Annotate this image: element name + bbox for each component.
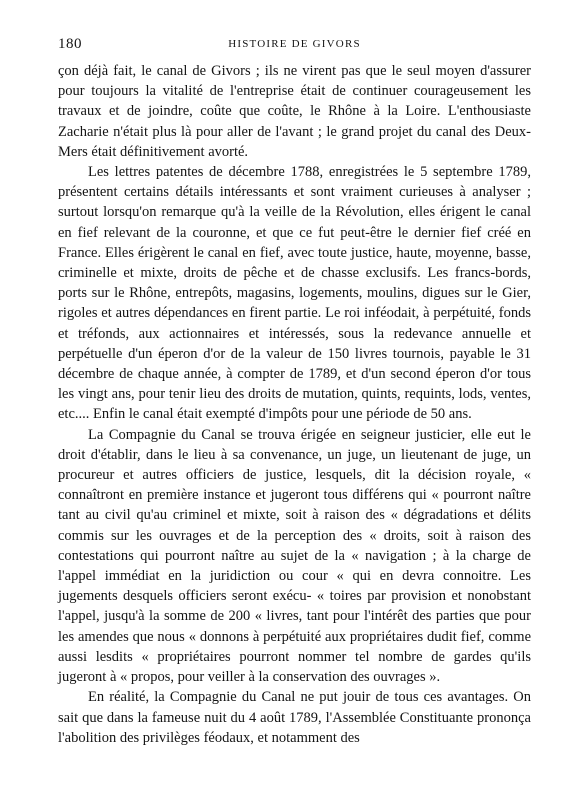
paragraph: En réalité, la Compagnie du Canal ne put jouir de tous ces avantages. On sait que dans la fameuse nuit du 4 août 1789, l'Assemblée Constituante prononça l'abolition des privilèges féodaux, et notamment des (58, 689, 531, 746)
page-number: 180 (58, 36, 82, 52)
paragraph: çon déjà fait, le canal de Givors ; ils ne virent pas que le seul moyen d'assurer pour toujours la vitalité de l'entreprise était de continuer courageusement les travaux et de joindre, coûte que coûte, le Rhône à la Loire. L'enthousiaste Zacharie n'était plus là pour aller de l'avant ; le grand projet du canal des Deux-Mers était définitivement avorté. (58, 63, 531, 160)
body-text (58, 61, 531, 748)
running-title: HISTOIRE DE GIVORS (228, 38, 361, 50)
paragraph: La Compagnie du Canal se trouva érigée en seigneur justicier, elle eut le droit d'établir, dans le lieu à sa convenance, un juge, un lieutenant de juge, un procureur et autres officiers de justice, lesquels, dit la décision royale, « connaîtront en première instance et jugeront tous différens qui « pourront naître tant au civil qu'au criminel et mixte, soit à raison des « dégradations et délits commis sur les ouvrages et de la perception des « droits, soit à raison des contestations qui pourront naître au sujet de la « navigation ; à la charge de l'appel immédiat en la juridiction ou cour « qui en devra connoitre. Les jugements desquels officiers seront exécu- « toires par provision et nonobstant l'appel, jusqu'à la somme de 200 « livres, tant pour l'intérêt des parties que pour les amendes que nous « donnons à perpétuité aux propriétaires dudit fief, comme aussi lesdits « propriétaires pourront nommer tel nombre de gardes qu'ils jugeront à « propos, pour veiller à la conservation des ouvrages ». (58, 426, 531, 686)
paragraph: Les lettres patentes de décembre 1788, enregistrées le 5 septembre 1789, présentent certains détails intéressants et sont vraiment curieuses à analyser ; surtout lorsqu'on remarque qu'à la veille de la Révolution, elles érigent le canal en fief relevant de la couronne, et que ce fut peut-être le dernier fief créé en France. Elles érigèrent le canal en fief, avec toute justice, haute, moyenne, basse, criminelle et mixte, droits de pêche et de chasse exclusifs. Les francs-bords, ports sur le Rhône, entrepôts, magasins, logements, moulins, digues sur le Gier, rigoles et autres dépendances en firent partie. Le roi inféodait, à perpétuité, fonds et tréfonds, aux actionnaires et intéressés, sous la redevance annuelle et perpétuelle d'un éperon d'or de la valeur de 150 livres tournois, payable le 31 décembre de chaque année, à compter de 1789, et d'un second éperon d'or tous les vingt ans, pour tenir lieu des droits de mutation, quints, requints, lods, ventes, etc.... Enfin le canal était exempté d'impôts pour une période de 50 ans. (58, 164, 531, 423)
page-header (58, 36, 531, 56)
